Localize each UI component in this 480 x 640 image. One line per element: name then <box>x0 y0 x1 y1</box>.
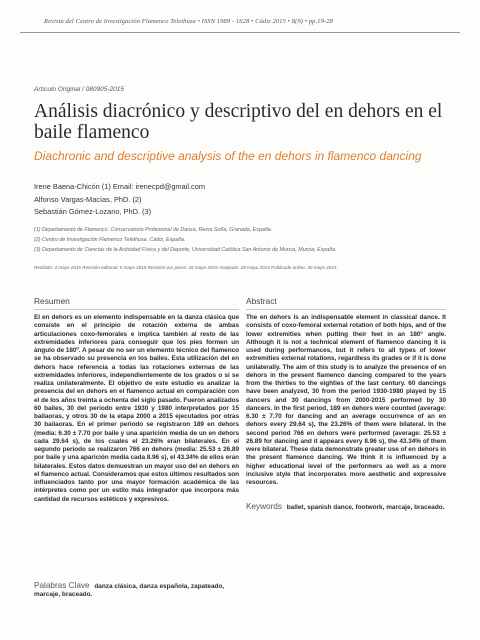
keywords-label: Keywords <box>246 502 282 512</box>
author-list <box>34 181 454 219</box>
palabras-clave-label: Palabras Clave <box>34 581 90 590</box>
article-subtitle: Diachronic and descriptive analysis of the en dehors in flamenco dancing <box>34 149 422 163</box>
journal-header: Revista del Centro de Investigación Flamenco Telethusa • ISSN 1989 - 1628 • Cádiz 2015 • 8(9) • pp.19-28 <box>44 18 333 25</box>
resumen-heading: Resumen <box>34 296 239 310</box>
palabras-clave <box>34 582 239 600</box>
author-3: Sebastián Gómez-Lozano, PhD. (3) <box>34 207 152 217</box>
publication-dates: Recibido: 4 mayo 2015 Revisión editorial: 5 mayo 2015 Revisión por pares: 18 mayo 2015 Aceptado: 28 mayo 2015 Publicado online: 30 mayo 2015 <box>34 265 337 270</box>
affiliation-2: (2) Centro de Investigación Flamenco Telethusa. Cádiz, España. <box>34 236 186 243</box>
author-1: Irene Baena-Chicón (1) Email: irenecpd@gmail.com <box>34 182 205 191</box>
affiliation-1: (1) Departamento de Flamenco. Conservatorio Profesional de Danza, Reina Sofía, Granada, España. <box>34 227 273 233</box>
affiliation-3: (3) Departamento de Ciencias de la Actividad Física y del Deporte, Universidad Católica San Antonio de Murcia, Murcia, España. <box>34 246 337 253</box>
resumen-section <box>34 296 239 504</box>
abstract-heading: Abstract <box>246 296 446 310</box>
header-rule <box>20 32 460 33</box>
palabras-clave-text: danza clásica, danza española, zapateado, marcaje, braceado. <box>34 583 225 599</box>
article-type: Artículo Original / 080905-2015 <box>34 86 124 93</box>
keywords-text: ballet, spanish dance, footwork, marcaje, braceado. <box>286 504 445 512</box>
resumen-text: El en dehors es un elemento indispensable en la danza clásica que consiste en el principio de rotación externa de ambas articulaciones coxo-femorales e implica también al resto de las extremidades inferiores para conseguir que los pies formen un ángulo de 180º. A pesar de no ser un elemento técnico del flamenco se ha observado su presencia en los bailes. Esta utilización del en dehors hace referencia a todas las rotaciones externas de las extremidades inferiores, independientemente de los grados o si se realiza unilateralmente. El objetivo de este estudio es analizar la presencia del en dehors en el flamenco actual en comparación con el de los años treinta a ochenta del siglo pasado. Fueron analizados 60 bailes, 30 del periodo entre 1930 y 1980 interpretados por 15 bailaoras, y otros 30 de la etapa 2000 a 2015 ejecutados por otras 30 bailaoras. En el primer periodo se registraron 189 en dehors (media: 6.30 ± 7.70 por baile y una aparición media de un en dehors cada 29.64 s), de los cuales el 23.26% eran bilaterales. En el segundo periodo se realizaron 766 en dehors (media: 25.53 ± 26.89 por baile y una aparición media cada 8.96 s), el 43.34% de ellos eran bilaterales. Estos datos demuestran un mayor uso del en dehors en el flamenco actual. Consideramos que estos últimos resultados son influenciados tanto por una mayor formación académica de las intérpretes como por un estilo más integrador que incorpora más cantidad de recursos estéticos y expresivos. <box>34 314 239 503</box>
author-2: Alfonso Vargas-Macías, PhD. (2) <box>34 194 142 204</box>
affiliation-list <box>34 226 454 255</box>
abstract-section <box>246 296 446 513</box>
article-title: Análisis diacrónico y descriptivo del en dehors en el baile flamenco <box>34 101 443 143</box>
keywords <box>246 503 446 512</box>
abstract-text: The en dehors is an indispensable element in classical dance. It consists of coxo-femoral external rotation of both hips, and of the lower extremities when putting their feet in an 180° angle. Although it is not a technical element of flamenco dancing it is used during performances, but it refers to all types of lower extremities external rotations, regardless its grades or if it is done unilaterally. The aim of this study is to analyze the presence of en dehors in the present flamenco dancing compared to the years from the thirties to the eighties of the last century. 60 dancings have been analyzed, 30 from the period 1930-1980 played by 15 dancers and 30 dancings from 2000-2015 performed by 30 dancers. In the first period, 189 en dehors were counted (average: 6.30 ± 7.70 for dancing and an average occurrence of an en dehors every 29.64 s), the 23.26% of them were bilateral. In the second period 766 en dehors were performed (average: 25.53 ± 26.89 for dancing and it appears every 8.96 s), the 43.34% of them were bilateral. These data demonstrate greater use of en dehors in the present flamenco dancing. We think it is influenced by a higher educational level of the performers as well as a more inclusive style that incorporates more aesthetic and expressive resources. <box>246 314 446 486</box>
